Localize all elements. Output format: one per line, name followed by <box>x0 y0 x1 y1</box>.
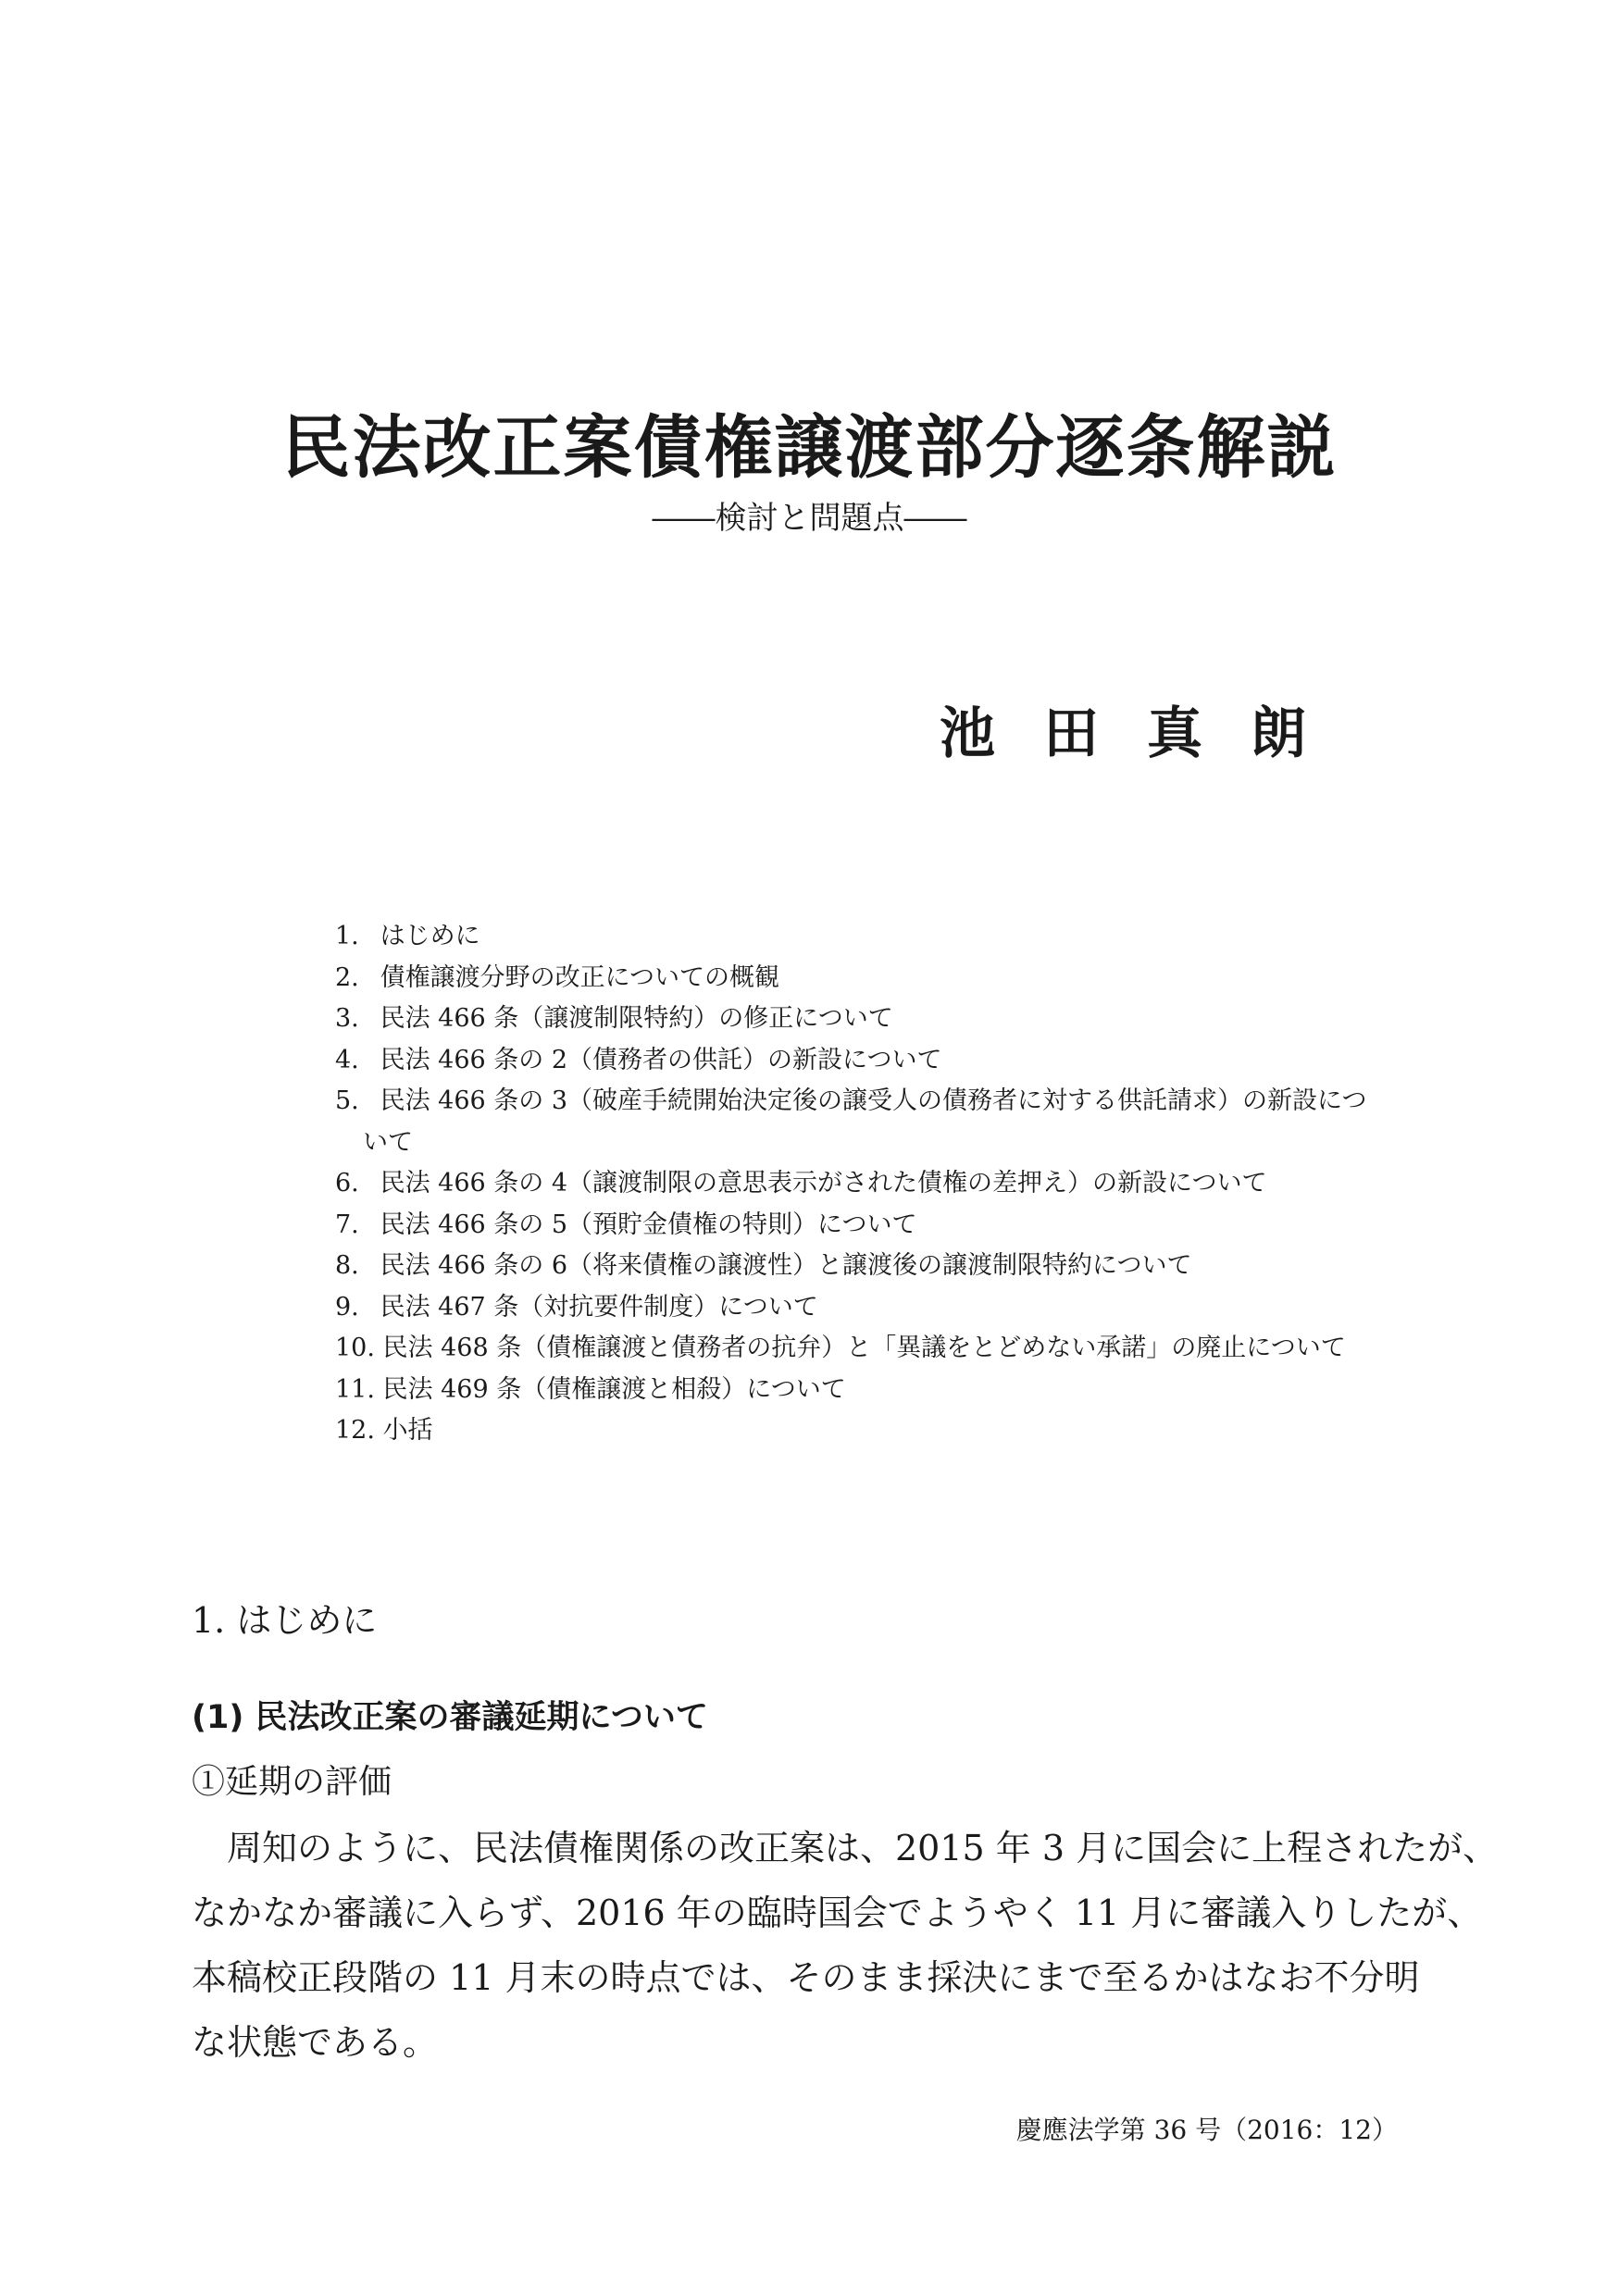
toc-item <box>335 1246 1367 1287</box>
toc-item-label: 民法 466 条の 3（破産手続開始決定後の譲受人の債務者に対する供託請求）の新設につ <box>380 1086 1367 1115</box>
toc-item-label: 債権譲渡分野の改正についての概観 <box>380 962 780 992</box>
toc-item <box>335 1370 1367 1411</box>
toc-item-label: 民法 466 条の 2（債務者の供託）の新設について <box>380 1045 942 1074</box>
toc-item-label: 小括 <box>382 1416 433 1445</box>
toc-item-label: 民法 466 条の 6（将来債権の譲渡性）と譲渡後の譲渡制限特約について <box>380 1251 1192 1280</box>
toc-item-label: 民法 469 条（債権譲渡と相殺）について <box>382 1374 846 1404</box>
section-heading: 1. はじめに <box>192 1600 378 1641</box>
toc-item-number: 4. <box>335 1045 359 1074</box>
toc-item <box>335 958 1367 999</box>
toc-item-number: 6. <box>335 1169 359 1198</box>
author-name: 池田真朗 <box>940 701 1354 766</box>
toc-item-label: 民法 466 条の 4（譲渡制限の意思表示がされた債権の差押え）の新設について <box>380 1169 1267 1198</box>
toc-item-number: 1. <box>335 922 359 950</box>
toc-item-label: はじめに <box>380 922 480 950</box>
journal-footer: 慶應法学第 36 号（2016：12） <box>1015 2115 1398 2145</box>
body-paragraph <box>192 1816 1499 2075</box>
toc-item-number: 10. <box>335 1334 375 1362</box>
article-subtitle: ――検討と問題点―― <box>652 500 967 537</box>
paragraph-line: 周知のように、民法債権関係の改正案は、2015 年 3 月に国会に上程されたが、 <box>192 1828 1499 1868</box>
subsubsection-heading: ①延期の評価 <box>192 1763 392 1801</box>
toc-item-number: 11. <box>335 1374 375 1404</box>
toc-item <box>335 1163 1367 1205</box>
toc-item-label: 民法 466 条（譲渡制限特約）の修正について <box>380 1004 893 1033</box>
toc-item-number: 12. <box>335 1416 375 1445</box>
toc-item-label: 民法 468 条（債権譲渡と債務者の抗弁）と「異議をとどめない承諾」の廃止について <box>382 1334 1346 1362</box>
toc-item-number: 2. <box>335 962 359 992</box>
toc-item <box>335 999 1367 1040</box>
article-title: 民法改正案債権譲渡部分逐条解説 <box>281 408 1338 488</box>
toc-item-number: 7. <box>335 1210 359 1239</box>
paragraph-line: な状態である。 <box>192 2022 439 2063</box>
toc-item-label: 民法 466 条の 5（預貯金債権の特則）について <box>380 1210 917 1239</box>
toc-item-label: 民法 467 条（対抗要件制度）について <box>380 1292 818 1322</box>
toc-item-number: 8. <box>335 1251 359 1280</box>
toc-item <box>335 1410 1367 1452</box>
toc-item-number: 5. <box>335 1086 359 1115</box>
paragraph-line: 本稿校正段階の 11 月末の時点では、そのまま採決にまで至るかはなお不分明 <box>192 1957 1420 1998</box>
toc-item-number: 3. <box>335 1004 359 1033</box>
toc-item <box>335 1205 1367 1247</box>
toc-item <box>335 1040 1367 1082</box>
toc-item <box>335 1287 1367 1329</box>
toc-item-continuation: いて <box>363 1127 413 1157</box>
toc-item-number: 9. <box>335 1292 359 1322</box>
subsection-heading: (1) 民法改正案の審議延期について <box>192 1699 708 1736</box>
paragraph-line: なかなか審議に入らず、2016 年の臨時国会でようやく 11 月に審議入りしたが、 <box>192 1893 1483 1933</box>
toc-item <box>335 1328 1367 1370</box>
toc-item <box>335 1081 1367 1123</box>
table-of-contents <box>335 916 1367 1452</box>
toc-item <box>335 916 1367 958</box>
